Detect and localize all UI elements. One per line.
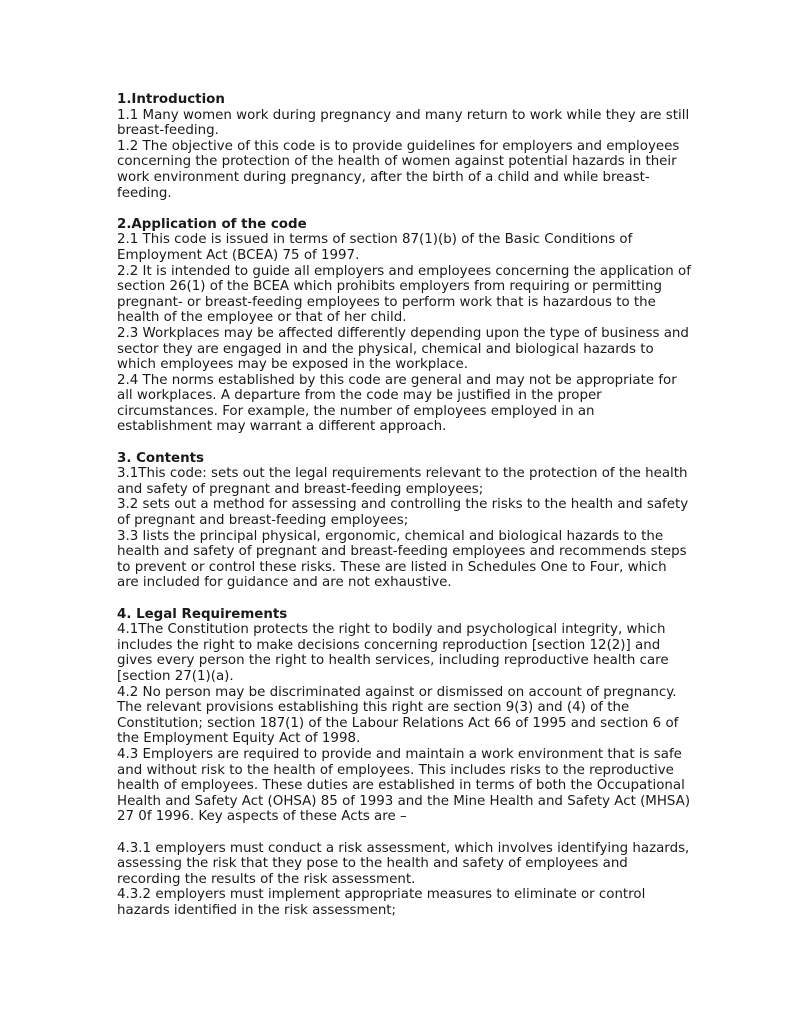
paragraph-3-1: 3.1This code: sets out the legal requirements relevant to the protection of the health and safety of pregnant and breast-feeding employees;	[117, 466, 688, 497]
paragraph-4-1: 4.1The Constitution protects the right to bodily and psychological integrity, which includes the right to make decisions concerning reproduction [section 12(2)] and gives every person the right to health services, including reproductive health care [section 27(1)(a).	[117, 622, 669, 684]
section-application	[117, 217, 692, 435]
section-heading: 2.Application of the code	[117, 216, 307, 232]
paragraph-3-2: 3.2 sets out a method for assessing and controlling the risks to the health and safety of pregnant and breast-feeding employees;	[117, 497, 689, 529]
section-legal-requirements	[117, 607, 692, 919]
paragraph-4-3-2: 4.3.2 employers must implement appropriate measures to eliminate or control hazards identified in the risk assessment;	[117, 887, 646, 918]
section-contents	[117, 451, 692, 591]
paragraph-1-2: 1.2 The objective of this code is to provide guidelines for employers and employees concerning the protection of the health of women against potential hazards in their work environment during pregnancy, after the birth of a child and while breast-feeding.	[117, 138, 680, 201]
section-heading: 1.Introduction	[117, 92, 225, 107]
paragraph-2-4: 2.4 The norms established by this code are general and may not be appropriate for all workplaces. A departure from the code may be justified in the proper circumstances. For example, the number of employees employed in an establishment may warrant a different approach.	[117, 372, 677, 435]
document-page	[117, 92, 692, 934]
blank-line	[117, 825, 692, 841]
paragraph-1-1: 1.1 Many women work during pregnancy and many return to work while they are still breast-feeding.	[117, 107, 690, 139]
paragraph-2-1: 2.1 This code is issued in terms of section 87(1)(b) of the Basic Conditions of Employment Act (BCEA) 75 of 1997.	[117, 232, 633, 263]
paragraph-3-3: 3.3 lists the principal physical, ergonomic, chemical and biological hazards to the health and safety of pregnant and breast-feeding employees and recommends steps to prevent or control these risks. These are listed in Schedules One to Four, which are included for guidance and are not exhaustive.	[117, 528, 687, 591]
section-heading: 3. Contents	[117, 450, 205, 466]
section-introduction	[117, 92, 692, 201]
paragraph-2-2: 2.2 It is intended to guide all employers and employees concerning the application of section 26(1) of the BCEA which prohibits employers from requiring or permitting pregnant- or breast-feeding employees to perform work that is hazardous to the health of the employee or that of her child.	[117, 263, 691, 326]
paragraph-4-3: 4.3 Employers are required to provide and maintain a work environment that is safe and without risk to the health of employees. This includes risks to the reproductive health of employees. These duties are established in terms of both the Occupational Health and Safety Act (OHSA) 85 of 1993 and the Mine Health and Safety Act (MHSA) 27 0f 1996. Key aspects of these Acts are –	[117, 746, 691, 825]
paragraph-4-2: 4.2 No person may be discriminated against or dismissed on account of pregnancy. The relevant provisions establishing this right are section 9(3) and (4) of the Constitution; section 187(1) of the Labour Relations Act 66 of 1995 and section 6 of the Employment Equity Act of 1998.	[117, 684, 679, 747]
section-heading: 4. Legal Requirements	[117, 606, 288, 622]
paragraph-4-3-1: 4.3.1 employers must conduct a risk assessment, which involves identifying hazards, assessing the risk that they pose to the health and safety of employees and recording the results of the risk assessment.	[117, 840, 690, 887]
paragraph-2-3: 2.3 Workplaces may be affected differently depending upon the type of business and sector they are engaged in and the physical, chemical and biological hazards to which employees may be exposed in the workplace.	[117, 325, 689, 373]
